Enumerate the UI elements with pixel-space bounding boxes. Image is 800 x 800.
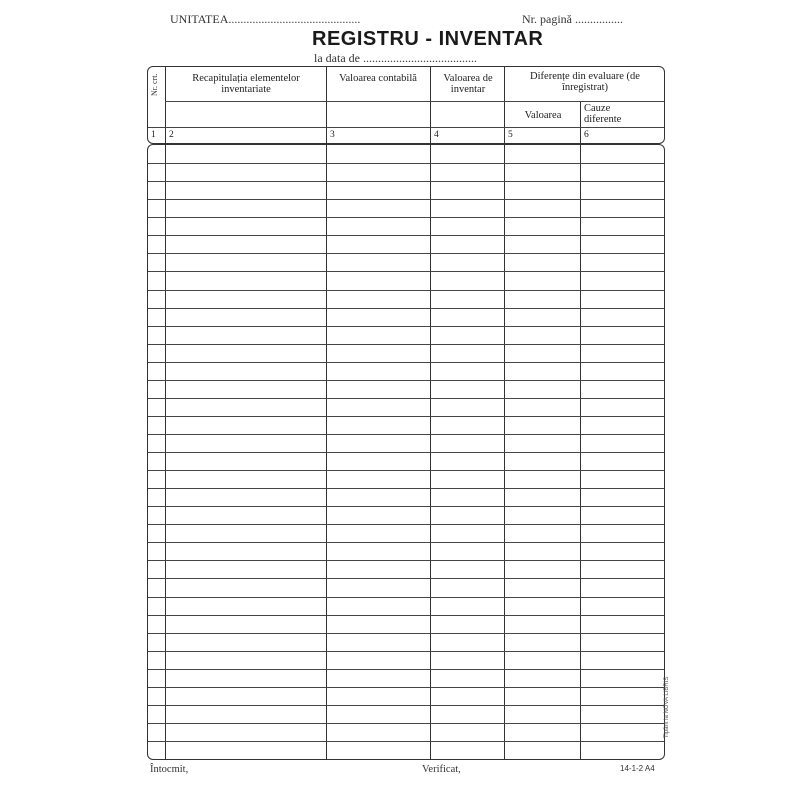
col-number: 6 xyxy=(584,130,589,140)
header-divider xyxy=(504,67,505,143)
table-row-line xyxy=(148,669,664,670)
table-row-line xyxy=(148,271,664,272)
col-nr-crt-header: Nr. crt. xyxy=(150,73,159,96)
table-row-line xyxy=(148,344,664,345)
header-rule xyxy=(165,101,664,102)
col-number: 5 xyxy=(508,130,513,140)
table-row-line xyxy=(148,723,664,724)
table-row-line xyxy=(148,398,664,399)
table-row-line xyxy=(148,488,664,489)
verificat-label: Verificat, xyxy=(422,764,461,775)
date-field: la data de ...................................... xyxy=(314,51,477,65)
unitatea-field: UNITATEA............................................ xyxy=(170,12,361,26)
table-row-line xyxy=(148,470,664,471)
col-number: 4 xyxy=(434,130,439,140)
header-divider xyxy=(580,101,581,143)
header-divider xyxy=(165,67,166,143)
table-row-line xyxy=(148,416,664,417)
table-row-line xyxy=(148,326,664,327)
col-dif-valoarea-header: Valoarea xyxy=(524,110,562,121)
intocmit-label: Întocmit, xyxy=(150,764,189,775)
table-row-line xyxy=(148,181,664,182)
table-row-line xyxy=(148,199,664,200)
table-row-line xyxy=(148,506,664,507)
col-recap-header: Recapitulația elementelor inventariate xyxy=(192,73,300,95)
form-code: 14-1-2 A4 xyxy=(620,764,655,773)
printer-note: Tipărit la NOVA LIBRIS xyxy=(664,676,670,738)
table-row-line xyxy=(148,597,664,598)
table-row-line xyxy=(148,705,664,706)
col-number: 3 xyxy=(330,130,335,140)
table-row-line xyxy=(148,308,664,309)
col-number: 2 xyxy=(169,130,174,140)
col-dif-cauze-header: Cauze diferente xyxy=(584,103,622,125)
table-row-line xyxy=(148,163,664,164)
table-row-line xyxy=(148,217,664,218)
table-row-line xyxy=(148,687,664,688)
header-divider xyxy=(430,67,431,143)
header-rule xyxy=(148,127,664,128)
col-valoarea-contabila-header: Valoarea contabilă xyxy=(339,73,417,84)
table-row-line xyxy=(148,542,664,543)
table-row-line xyxy=(148,741,664,742)
table-row-line xyxy=(148,560,664,561)
document-title: REGISTRU - INVENTAR xyxy=(312,28,544,50)
table-row-line xyxy=(148,578,664,579)
col-valoarea-inventar-header: Valoarea de inventar xyxy=(443,73,493,95)
table-row-line xyxy=(148,615,664,616)
table-row-line xyxy=(148,452,664,453)
table-row-line xyxy=(148,290,664,291)
table-row-line xyxy=(148,651,664,652)
table-row-line xyxy=(148,434,664,435)
table-row-line xyxy=(148,253,664,254)
table-row-line xyxy=(148,380,664,381)
col-number: 1 xyxy=(151,130,156,140)
table-row-line xyxy=(148,633,664,634)
page-number-field: Nr. pagină ................ xyxy=(522,12,623,26)
col-diferente-header: Diferențe din evaluare (de înregistrat) xyxy=(530,71,640,93)
table-row-line xyxy=(148,362,664,363)
header-divider xyxy=(326,67,327,143)
table-row-line xyxy=(148,524,664,525)
table-row-line xyxy=(148,235,664,236)
